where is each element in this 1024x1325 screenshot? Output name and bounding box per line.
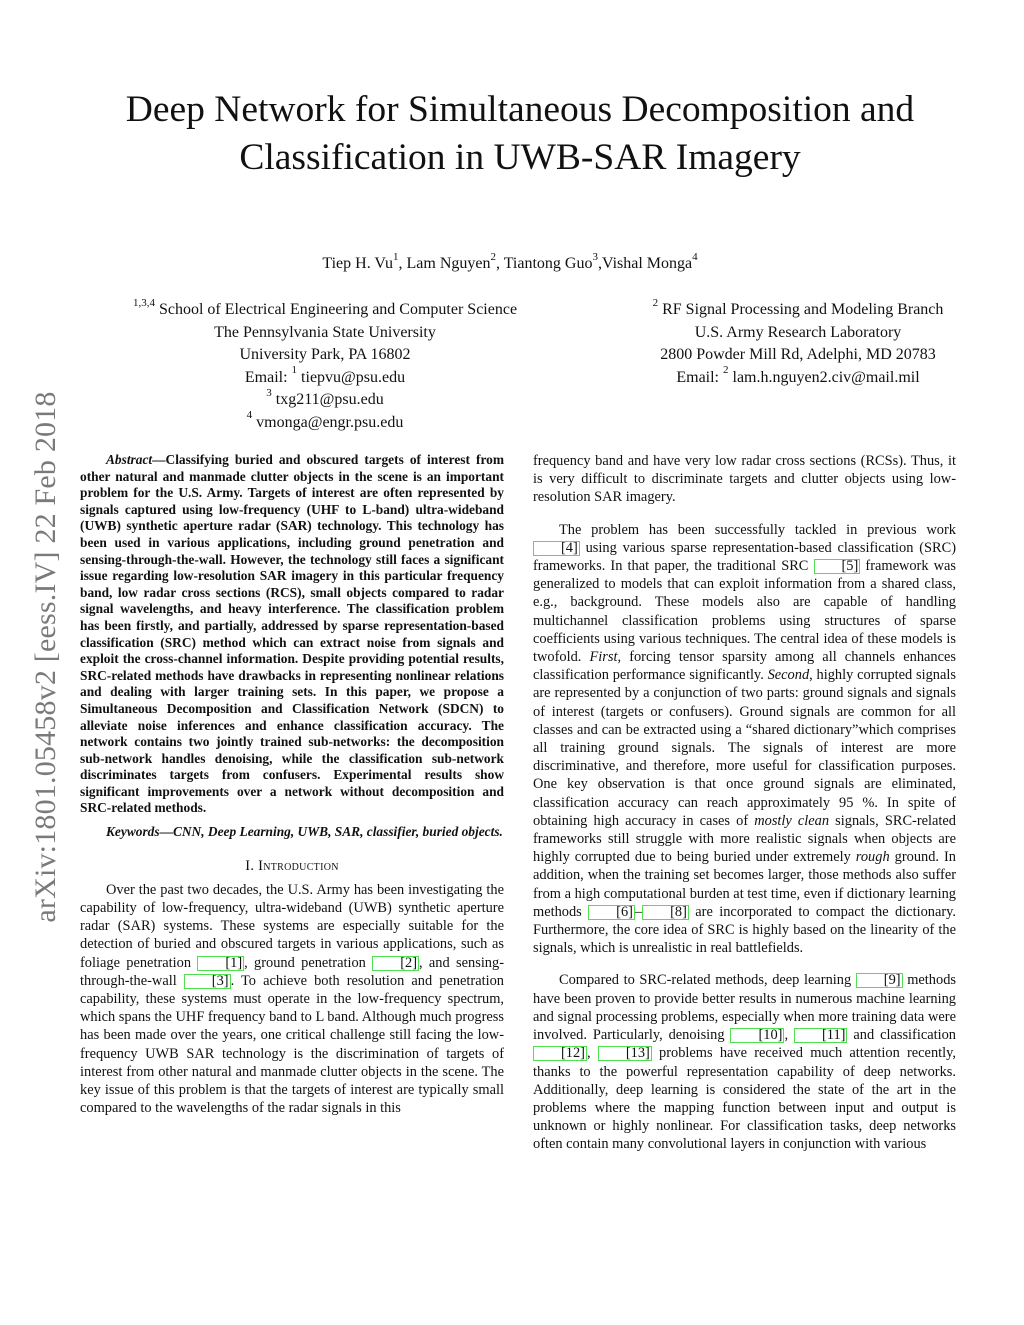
arxiv-sidebar-stamp — [16, 352, 76, 962]
text-run: , and sensing-through-the-wall — [80, 954, 504, 989]
citation-link[interactable]: [6] — [588, 905, 635, 920]
section-number: I. — [245, 857, 255, 874]
intro-paragraph — [80, 881, 504, 1118]
text-run: ground. In addition, when the training set becomes larger, those methods also suffer from a high computational burden at test time, even if dictionary learning methods — [533, 849, 956, 920]
section-heading — [80, 857, 504, 875]
citation-link[interactable]: [1] — [197, 956, 244, 971]
text-run: signals, SRC-related frameworks still struggle with more realistic signals when objects are highly corrupted due to being buried under extremely — [533, 812, 956, 866]
author-sup: 3 — [592, 250, 598, 263]
text-run: and classification — [847, 1027, 956, 1044]
body-paragraph: frequency band and have very low radar cross sections (RCSs). Thus, it is very difficult to discriminate targets and clutter objects using low-resolution SAR imagery. — [533, 453, 956, 506]
title-line-1: Deep Network for Simultaneous Decomposition and — [125, 89, 915, 130]
text-run: , ground penetration — [244, 954, 373, 971]
text-run: problems have received much attention recently, thanks to the powerful representation capability of deep networks. Additionally, deep learning is considered the state of the art in the problems where the mapping function between input and output is unknown or highly nonlinear. For classification tasks, deep networks often contain many convolutional layers in conjunction with various — [533, 1045, 956, 1153]
text-run: Over the past two decades, the U.S. Army has been investigating the capability of low-frequency, ultra-wideband (UWB) synthetic aperture radar (SAR) systems. These systems are especially suitable for the detection of buried and obscured targets in various applications, such as foliage penetration — [80, 881, 504, 971]
affiliation-school: School of Electrical Engineering and Computer Science — [158, 301, 518, 318]
body-paragraph — [533, 521, 956, 958]
emphasis: rough — [855, 849, 890, 866]
emphasis: mostly clean — [754, 812, 830, 829]
author-name: Tiep H. Vu — [322, 255, 393, 272]
emphasis: Second — [767, 667, 810, 684]
citation-link[interactable]: [8] — [642, 905, 689, 920]
text-run: methods have been proven to provide better results in numerous machine learning and signal processing problems, especially when more training data were involved. Particularly, denoising — [533, 972, 956, 1044]
citation-link[interactable]: [3] — [184, 974, 231, 989]
affiliation-lab: U.S. Army Research Laboratory — [694, 323, 902, 341]
author-sup: 2 — [490, 250, 496, 263]
author-name: Lam Nguyen — [406, 255, 491, 272]
text-run: framework was generalized to models that can exploit information from a shared class, e.g., background. These models also are capable of handling multichannel classification problems using structures of sparse coefficients using various techniques. The central idea of these models is twofold. — [533, 558, 957, 666]
body-paragraph — [533, 971, 956, 1153]
email-link[interactable]: lam.h.nguyen2.civ@mail.mil — [732, 368, 920, 386]
affiliation-right — [608, 296, 988, 389]
emphasis: First — [589, 649, 618, 666]
text-run: Compared to SRC-related methods, deep learning — [559, 972, 856, 989]
author-name: Tiantong Guo — [503, 255, 593, 272]
citation-link[interactable]: [9] — [856, 973, 903, 988]
author-sup: 1 — [393, 250, 399, 263]
abstract-label: Abstract — [106, 452, 153, 467]
affiliation-branch: RF Signal Processing and Modeling Branch — [662, 301, 944, 318]
section-title: Introduction — [258, 857, 339, 874]
citation-link[interactable]: [10] — [730, 1028, 784, 1043]
email-sup: 1 — [291, 364, 298, 377]
abstract — [80, 452, 504, 817]
text-run: , — [784, 1027, 794, 1044]
citation-link[interactable]: [5] — [814, 559, 861, 574]
affiliation-address: University Park, PA 16802 — [239, 346, 411, 363]
email-label: Email: — [244, 368, 288, 386]
text-run: , highly corrupted signals are represented by a conjunction of two parts: ground signals and signals of interest (targets or confusers). Ground signals are common for all classes and can be extracted using a “shared dictionary”which comprises all training ground signals. The signals of interest are more discriminative, and therefore, more useful for classification purposes. One key observation is that once ground signals are eliminated, classification accuracy can reach approximately 95 %. In spite of obtaining high accuracy in cases of — [533, 667, 956, 829]
keywords: Keywords—CNN, Deep Learning, UWB, SAR, classifier, buried objects. — [106, 824, 503, 840]
email-sup: 3 — [266, 386, 272, 399]
email-label: Email: — [676, 368, 719, 386]
text-run: , forcing tensor sparsity among all channels enhances classification performance significantly. — [533, 649, 956, 684]
email-sup: 2 — [723, 364, 729, 377]
right-column — [533, 452, 956, 1154]
email-sup: 4 — [246, 409, 253, 422]
text-run: , — [586, 1045, 598, 1062]
email-link[interactable]: tiepvu@psu.edu — [301, 368, 406, 386]
author-name: Vishal Monga — [601, 255, 693, 272]
citation-link[interactable]: [2] — [372, 956, 419, 971]
author-list: Tiep H. Vu$^1$, Lam Nguyen$^2$, Tiantong Guo$^3$,Vishal Monga$^4$ — [322, 250, 698, 272]
text-run: are incorporated to compact the dictionary. Furthermore, the core idea of SRC is highly based on the linearity of the signals, which is unrealistic in real battlefields. — [533, 903, 956, 957]
citation-link[interactable]: [12] — [533, 1046, 587, 1061]
arxiv-id: arXiv:1801.05458v2 [eess.IV] 22 Feb 2018 — [29, 391, 62, 923]
citation-link[interactable]: [4] — [533, 541, 580, 556]
affiliation-university: The Pennsylvania State University — [214, 323, 436, 341]
citation-link[interactable]: [11] — [794, 1028, 847, 1043]
left-column — [80, 452, 504, 1118]
title-line-2: Classification in UWB-SAR Imagery — [239, 137, 801, 178]
affiliation-sup: 2 — [652, 296, 659, 309]
text-run: . To achieve both resolution and penetration capability, these systems must operate in the low-frequency spectrum, which spans the UHF frequency band to L band. Although much progress has been made over the years, one critical challenge still facing the low-frequency UWB SAR technology is the discrimination of targets of interest from other natural and manmade clutter objects in the scene. The key issue of this problem is that the targets of interest are typically small compared to the wavelengths of the radar signals in this — [80, 972, 504, 1117]
email-link[interactable]: txg211@psu.edu — [275, 391, 384, 408]
author-sup: 4 — [692, 250, 698, 263]
email-link[interactable]: vmonga@engr.psu.edu — [256, 413, 404, 431]
text-run: The problem has been successfully tackled in previous work — [559, 521, 956, 538]
text-run: – — [634, 903, 643, 920]
affiliation-address: 2800 Powder Mill Rd, Adelphi, MD 20783 — [660, 346, 936, 363]
text-run: using various sparse representation-based classification (SRC) frameworks. In that paper, the traditional SRC — [533, 539, 956, 575]
affiliation-sup: 1,3,4 — [132, 296, 155, 309]
paper-title — [60, 86, 980, 182]
abstract-text: —Classifying buried and obscured targets of interest from other natural and manmade clutter objects in the scene is an important problem for the U.S. Army. Targets of interest are often represented by signals captured using low-frequency (UHF to L-band) ultra-wideband (UWB) synthetic aperture radar (SAR) technology. This technology has been used in various applications, including ground penetration and sensing-through-the-wall. However, the technology still faces a significant issue regarding low-resolution SAR imagery in this particular frequency band, low radar cross sections (RCS), small objects compared to radar signal wavelengths, and heavy interference. The classification problem has been firstly, and partially, addressed by sparse representation-based classification (SRC) method which can extract noise from signals and exploit the cross-channel information. Despite providing potential results, SRC-related methods have drawbacks in representing nonlinear relations and dealing with larger training sets. In this paper, we propose a Simultaneous Decomposition and Classification Network (SDCN) to alleviate noise inferences and enhance classification accuracy. The network contains two jointly trained sub-networks: the decomposition sub-network handles denoising, while the classification sub-network discriminates targets from confusers. Experimental results show significant improvements over a network without decomposition and SRC-related methods. — [80, 452, 504, 816]
affiliation-left — [80, 296, 570, 434]
citation-link[interactable]: [13] — [598, 1046, 652, 1061]
